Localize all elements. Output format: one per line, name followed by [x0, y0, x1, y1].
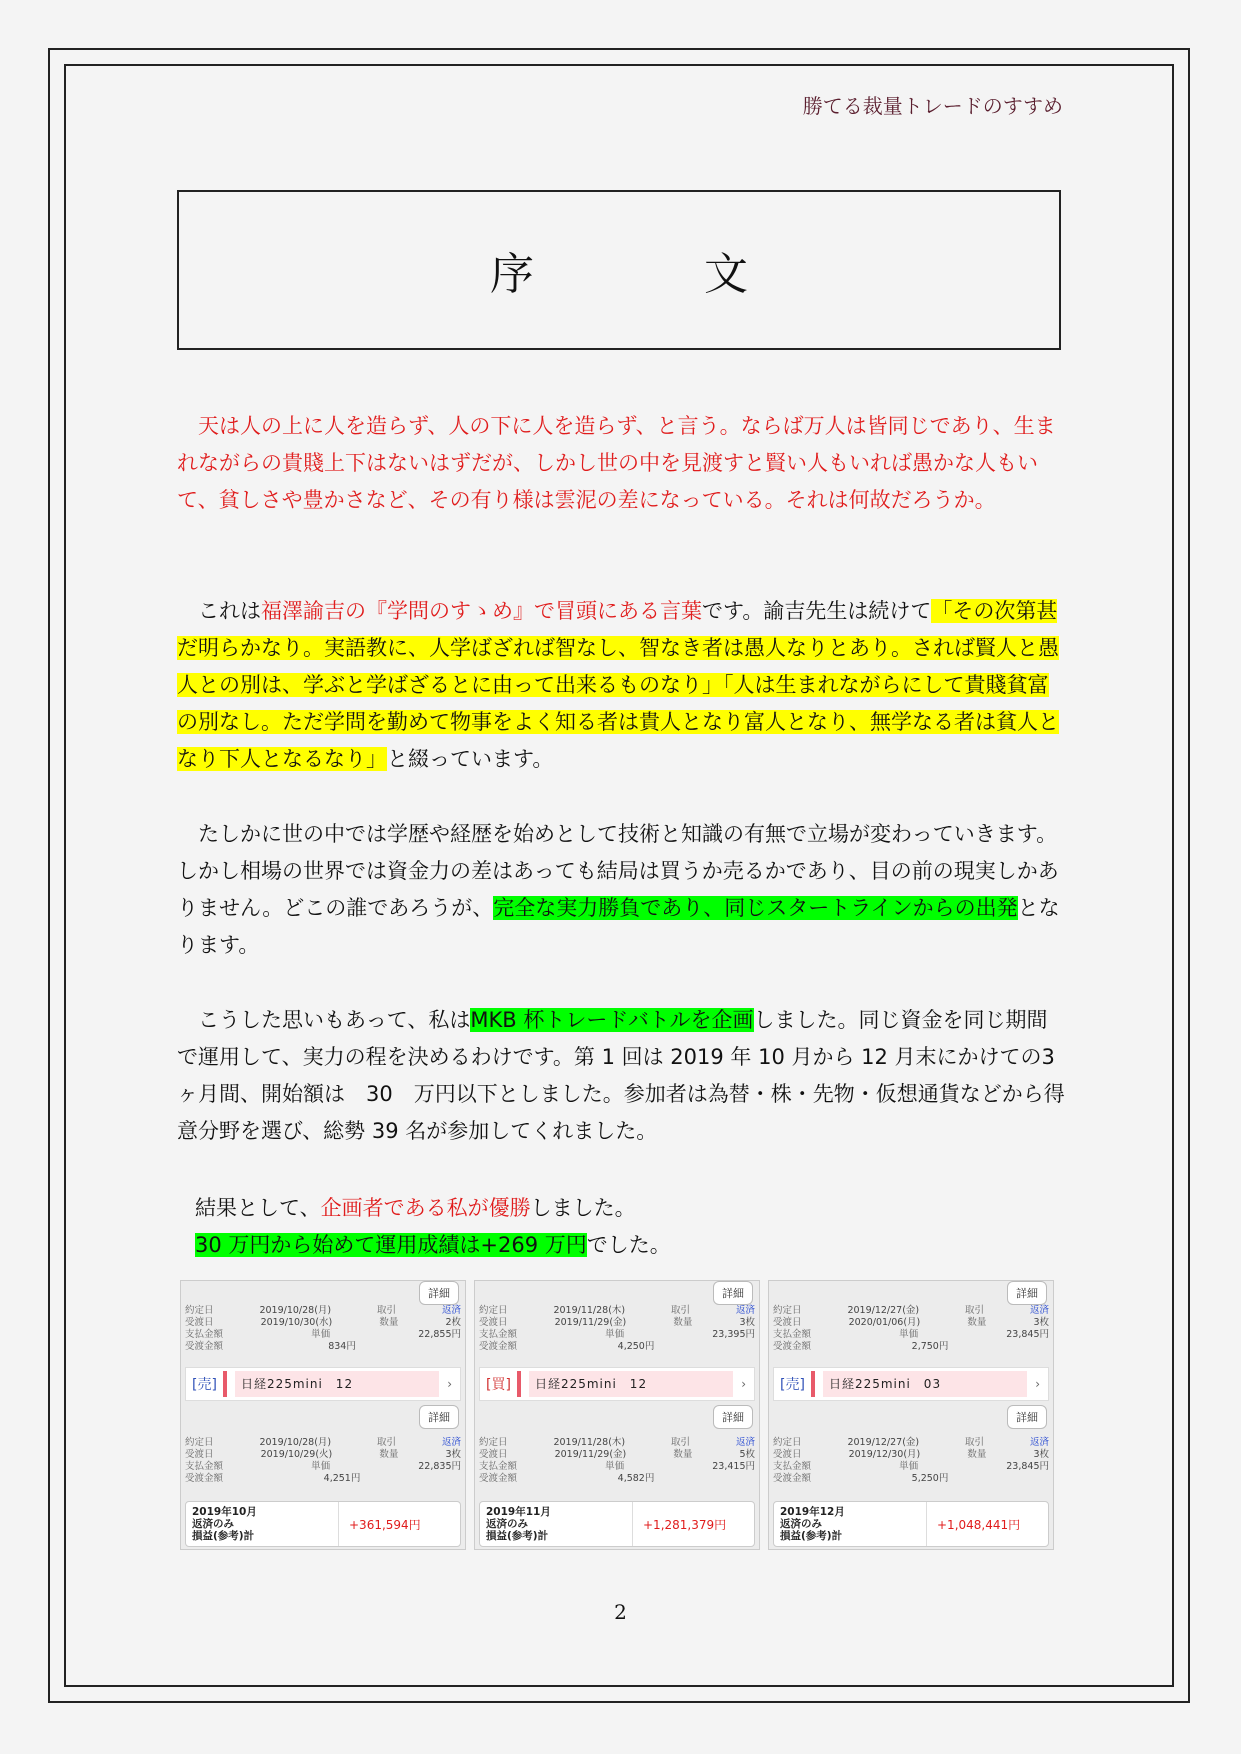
page-number: 2 [614, 1600, 627, 1624]
detail-button[interactable]: 詳細 [1007, 1405, 1047, 1429]
trade-screenshot-1 [180, 1280, 466, 1550]
p5-text-b: しました。 [530, 1196, 636, 1220]
trade-info-bottom: 約定日 2019/10/28(月) 取引 返済 受渡日 2019/10/29(火) 数量 3枚 支払金額 単価 22,835円 受渡金額 4,251円 [185, 1437, 461, 1484]
chevron-right-icon: › [741, 1377, 746, 1391]
paragraph-5 [177, 1190, 1083, 1264]
monthly-summary: 2019年12月 返済のみ 損益(参考)計 +1,048,441円 [773, 1501, 1049, 1547]
trade-info-bottom: 約定日 2019/12/27(金) 取引 返済 受渡日 2019/12/30(月) 数量 3枚 支払金額 単価 23,845円 受渡金額 5,250円 [773, 1437, 1049, 1484]
monthly-total: +361,594円 [349, 1517, 421, 1532]
running-header: 勝てる裁量トレードのすすめ [802, 94, 1063, 118]
trade-screenshot-2 [474, 1280, 760, 1550]
order-row[interactable]: [買] 日経225mini 12 › [479, 1367, 755, 1401]
detail-button[interactable]: 詳細 [1007, 1281, 1047, 1305]
paragraph-2 [177, 593, 1065, 778]
order-row[interactable]: [売] 日経225mini 03 › [773, 1367, 1049, 1401]
p5-red-text: 企画者である私が優勝 [320, 1196, 531, 1220]
monthly-summary: 2019年10月 返済のみ 損益(参考)計 +361,594円 [185, 1501, 461, 1547]
paragraph-1: 天は人の上に人を造らず、人の下に人を造らず、と言う。ならば万人は皆同じであり、生まれながらの貴賤上下はないはずだが、しかし世の中を見渡すと賢い人もいれば愚かな人もいて、貧しさや豊かさなど、その有り様は雲泥の差になっている。それは何故だろうか。 [177, 414, 1056, 512]
paragraph-3 [177, 816, 1065, 964]
p3-text-b: となります。 [177, 896, 1060, 957]
p5-line-1 [195, 1190, 1083, 1227]
chevron-right-icon: › [447, 1377, 452, 1391]
chevron-right-icon: › [1035, 1377, 1040, 1391]
monthly-total: +1,281,379円 [643, 1517, 727, 1532]
trade-screenshot-3 [768, 1280, 1054, 1550]
paragraph-4 [177, 1002, 1065, 1150]
p5-text-c: でした。 [586, 1233, 671, 1257]
p2-red-text: 福澤諭吉の『学問のすゝめ』で冒頭にある言葉 [261, 599, 702, 623]
trade-info-bottom: 約定日 2019/11/28(木) 取引 返済 受渡日 2019/11/29(金) 数量 5枚 支払金額 単価 23,415円 受渡金額 4,582円 [479, 1437, 755, 1484]
order-row[interactable]: [売] 日経225mini 12 › [185, 1367, 461, 1401]
title-char-1: 序 [490, 249, 534, 300]
p2-text-a: これは [198, 599, 261, 623]
p3-text-a: たしかに世の中では学歴や経歴を始めとして技術と知識の有無で立場が変わっていきます。しかし相場の世界では資金力の差はあっても結局は買うか売るかであり、目の前の現実しかありません。どこの誰であろうが、 [177, 822, 1059, 920]
monthly-summary: 2019年11月 返済のみ 損益(参考)計 +1,281,379円 [479, 1501, 755, 1547]
p3-highlight: 完全な実力勝負であり、同じスタートラインからの出発 [493, 896, 1018, 920]
detail-button[interactable]: 詳細 [419, 1281, 459, 1305]
detail-button[interactable]: 詳細 [713, 1281, 753, 1305]
p2-quote-highlight: 「その次第甚だ明らかなり。実語教に、人学ばざれば智なし、智なき者は愚人なりとあり。されば賢人と愚人との別は、学ぶと学ばざるとに由って出来るものなり」「人は生まれながらにして貴賤貧富の別なし。ただ学問を勤めて物事をよく知る者は貴人となり富人となり、無学なる者は貧人となり下人となるなり」 [177, 599, 1059, 771]
p5-line-2 [195, 1227, 1083, 1264]
trade-screenshots [180, 1280, 1054, 1550]
title-box [177, 190, 1061, 350]
p5-text-a: 結果として、 [195, 1196, 321, 1220]
p4-text-a: こうした思いもあって、私は [198, 1008, 471, 1032]
detail-button[interactable]: 詳細 [419, 1405, 459, 1429]
trade-info-top: 約定日 2019/12/27(金) 取引 返済 受渡日 2020/01/06(月) 数量 3枚 支払金額 単価 23,845円 受渡金額 2,750円 [773, 1305, 1049, 1352]
title-char-2: 文 [704, 249, 748, 300]
p2-text-b: です。諭吉先生は続けて [702, 599, 932, 623]
trade-info-top: 約定日 2019/10/28(月) 取引 返済 受渡日 2019/10/30(水) 数量 2枚 支払金額 単価 22,855円 受渡金額 834円 [185, 1305, 461, 1352]
trade-info-top: 約定日 2019/11/28(木) 取引 返済 受渡日 2019/11/29(金) 数量 3枚 支払金額 単価 23,395円 受渡金額 4,250円 [479, 1305, 755, 1352]
monthly-total: +1,048,441円 [937, 1517, 1021, 1532]
p4-text-b: しました。同じ資金を同じ期間で運用して、実力の程を決めるわけです。第 1 回は 2019 年 10 月から 12 月末にかけての3ヶ月間、開始額は 30 万円以下としました。参加者は為替・株・先物・仮想通貨などから得意分野を選び、総勢 39 名が参加してくれました。 [177, 1008, 1065, 1143]
p2-text-c: と綴っています。 [387, 747, 554, 771]
p4-highlight: MKB 杯トレードバトルを企画 [470, 1008, 754, 1032]
p5-highlight: 30 万円から始めて運用成績は+269 万円 [195, 1233, 587, 1257]
detail-button[interactable]: 詳細 [713, 1405, 753, 1429]
